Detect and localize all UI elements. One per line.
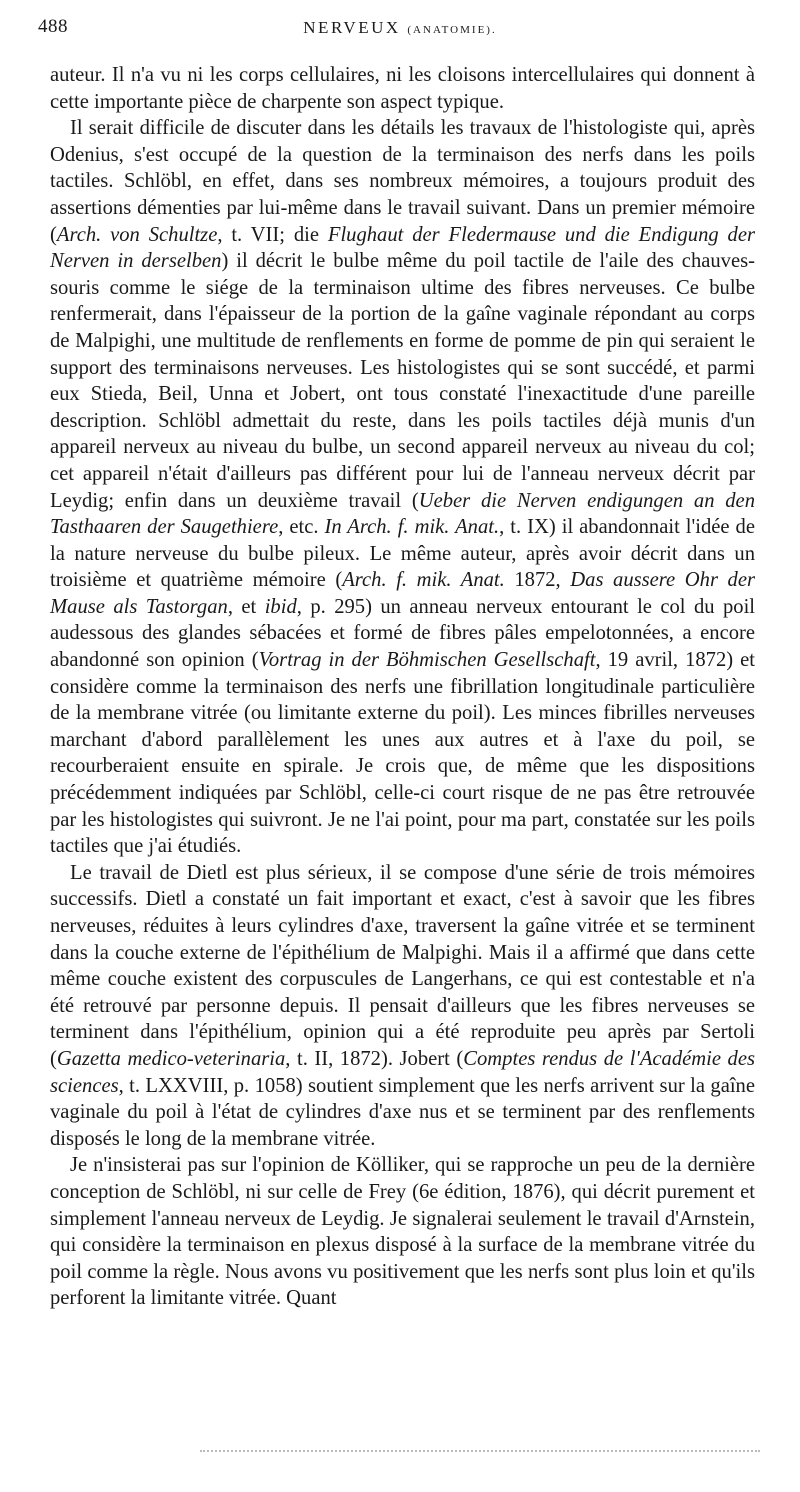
body-text <box>50 62 755 1312</box>
text-run: 1872, <box>504 569 571 592</box>
text-run: , t. VII; die <box>217 223 328 246</box>
text-run: , etc. <box>278 516 325 539</box>
text-run: , t. LXXVIII, p. 1058) soutient simplement que les nerfs arrivent sur la gaîne vaginale du poil à l'état de cylindres d'axe nus et se terminent par des renflements disposés le long de la membrane vitrée. <box>50 1074 755 1150</box>
running-head-subtitle: (ANATOMIE). <box>407 24 497 36</box>
italic-citation: Ueber die Nerven endigungen an den Tasthaaren der Saugethiere <box>50 489 755 539</box>
italic-citation: Arch. f. mik. Anat. <box>342 569 505 592</box>
page-number: 488 <box>38 16 68 37</box>
text-run: ) il décrit le bulbe même du poil tactile de l'aile des chauves-souris comme le siége de la terminaison ultime des fibres nerveuses. Ce bulbe renfermerait, dans l'épaisseur de la portion de la gaîne vaginale répondant au corps de Malpighi, une multitude de renflements en forme de pomme de pin qui seraient le support des terminaisons nerveuses. Les histologistes qui se sont succédé, et parmi eux Stieda, Beil, Unna et Jobert, ont tous constaté l'inexactitude d'une pareille description. Schlöbl admettait du reste, dans les poils tactiles déjà munis d'un appareil nerveux au niveau du bulbe, un second appareil nerveux au niveau du col; cet appareil n'était d'ailleurs pas différent pour lui de l'anneau nerveux décrit par Leydig; enfin dans un deuxième travail ( <box>50 250 755 512</box>
text-run: Je n'insisterai pas sur l'opinion de Kölliker, qui se rapproche un peu de la dernière conception de Schlöbl, ni sur celle de Frey (6e édition, 1876), qui décrit purement et simplement l'anneau nerveux de Leydig. Je signalerai seulement le travail d'Arnstein, qui considère la terminaison en plexus disposé à la surface de la membrane vitrée du poil comme la règle. Nous avons vu positivement que les nerfs sont plus loin et qu'ils perforent la limitante vitrée. Quant <box>50 1154 755 1310</box>
text-run: , et <box>227 595 265 618</box>
italic-citation: Das aussere Ohr der Mause als Tastorgan <box>50 569 755 618</box>
text-run: auteur. Il n'a vu ni les corps cellulaires, ni les cloisons intercellulaires qui donnent à cette importante pièce de charpente son aspect typique. <box>50 64 755 113</box>
paragraph <box>50 1152 755 1312</box>
text-run: , t. IX) il abandonnait l'idée de la nature nerveuse du bulbe pileux. Le même auteur, après avoir décrit dans un troisième et quatrième mémoire ( <box>50 516 755 592</box>
italic-citation: Vortrag in der Böhmischen Gesellschaft <box>258 649 596 672</box>
italic-citation: Arch. von Schultze <box>56 223 218 246</box>
italic-citation: Comptes rendus de l'Académie des sciences <box>50 1047 755 1097</box>
page-header <box>30 16 770 50</box>
paragraph <box>50 860 755 1153</box>
paragraph <box>50 62 755 115</box>
paragraph <box>50 115 755 860</box>
italic-citation: Flughaut der Fledermause und die Endigung der Nerven in derselben <box>50 223 756 273</box>
running-head <box>30 18 770 38</box>
running-head-title: NERVEUX <box>303 18 401 37</box>
text-run: , p. 295) un anneau nerveux entourant le col du poil audessous des glandes sébacées et formé de fibres pâles empelotonnées, a encore abandonné son opinion ( <box>50 595 756 672</box>
text-run: , 19 avril, 1872) et considère comme la terminaison des nerfs une fibrillation longitudinale particulière de la membrane vitrée (ou limitante externe du poil). Les minces fibrilles nerveuses marchant d'abord parallèlement les unes aux autres et à l'axe du poil, se recourberaient ensuite en spirale. Je crois que, de même que les dispositions précédemment indiquées par Schlöbl, celle-ci court risque de ne pas être retrouvée par les histologistes qui suivront. Je ne l'ai point, pour ma part, constatée sur les poils tactiles que j'ai étudiés. <box>50 649 755 858</box>
footer-rule <box>200 1450 760 1452</box>
italic-citation: Gazetta medico-veterinaria <box>56 1047 286 1070</box>
italic-citation: ibid <box>264 595 297 618</box>
italic-citation: In Arch. f. mik. Anat. <box>324 516 500 539</box>
text-run: , t. II, 1872). Jobert ( <box>285 1047 464 1070</box>
text-run: Il serait difficile de discuter dans les détails les travaux de l'histologiste qui, après Odenius, s'est occupé de la question de la terminaison des nerfs dans les poils tactiles. Schlöbl, en effet, dans ses nombreux mémoires, a toujours produit des assertions démenties par lui-même dans le travail suivant. Dans un premier mémoire ( <box>50 117 755 246</box>
text-run: Le travail de Dietl est plus sérieux, il se compose d'une série de trois mémoires successifs. Dietl a constaté un fait important et exact, c'est à savoir que les fibres nerveuses, réduites à leurs cylindres d'axe, traversent la gaîne vitrée et se terminent dans la couche externe de l'épithélium de Malpighi. Mais il a affirmé que dans cette même couche existent des corpuscules de Langerhans, ce qui est contestable et n'a été retrouvé par personne depuis. Il pensait d'ailleurs que les fibres nerveuses se terminent dans l'épithélium, opinion qui a été reproduite peu après par Sertoli ( <box>50 861 755 1070</box>
